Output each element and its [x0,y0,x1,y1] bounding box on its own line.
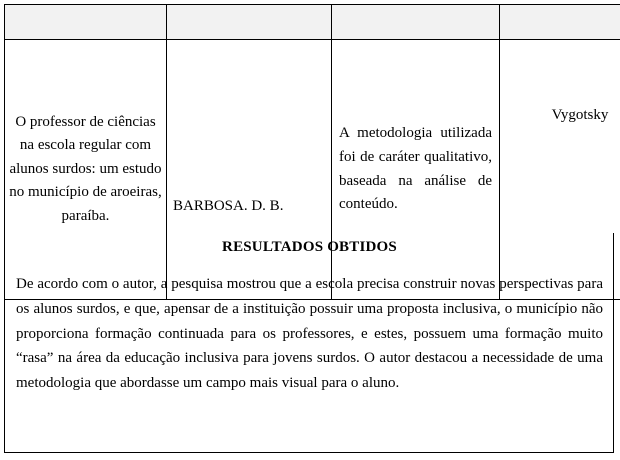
header-cell-4 [500,5,620,40]
results-heading: RESULTADOS OBTIDOS [222,239,397,255]
header-cell-1 [5,5,167,40]
study-title-cell: O professor de ciências na escola regular com alunos surdos: um estudo no município de aroeiras, paraíba. [5,40,167,300]
header-cell-3 [332,5,500,40]
header-cell-2 [167,5,332,40]
results-section [4,233,614,453]
author-text: BARBOSA. D. B. [173,197,284,214]
methodology-text: A metodologia utilizada foi de caráter qualitativo, baseada na análise de conteúdo. [339,125,492,213]
table-header-row [5,5,620,40]
results-body: De acordo com o autor, a pesquisa mostrou que a escola precisa construir novas perspectivas para os alunos surdos, e que, apensar de a instituição possuir uma proposta inclusiva, o município não proporciona formação continuada para os professores, e estes, possuem uma formação muito “rasa” na área da educação inclusiva para jovens surdos. O autor destacou a necessidade de uma metodologia que abordasse um campo mais visual para o aluno. [16,276,603,392]
theorist-cell: Vygotsky [500,40,620,300]
